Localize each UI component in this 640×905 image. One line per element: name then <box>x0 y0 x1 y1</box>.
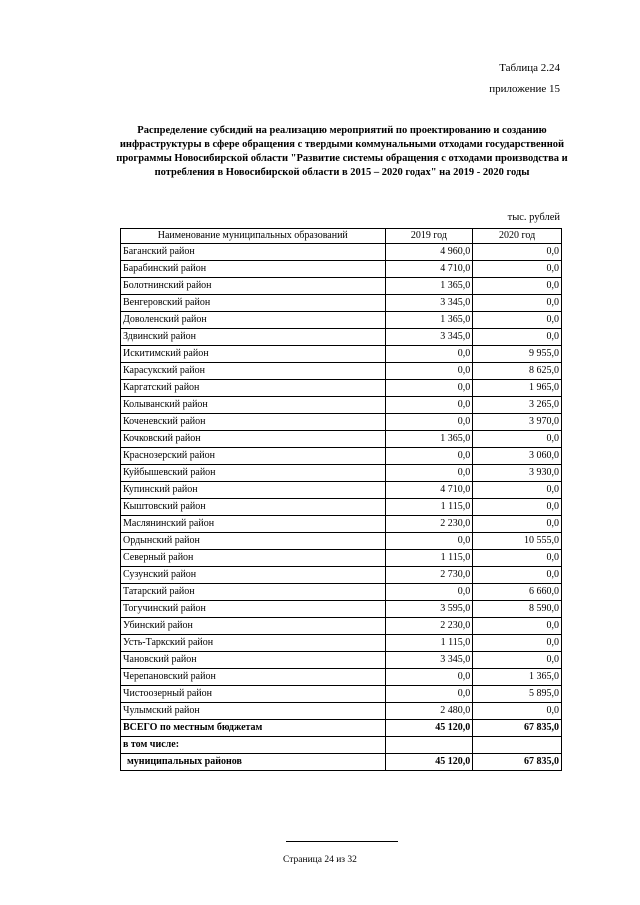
table-row <box>121 703 562 720</box>
value-2020-cell: 0,0 <box>473 550 562 567</box>
subtotal-2020: 67 835,0 <box>473 754 562 771</box>
table-row <box>121 669 562 686</box>
district-name-cell: Искитимский район <box>121 346 386 363</box>
subtotal-2019: 45 120,0 <box>385 754 473 771</box>
value-2019-cell: 0,0 <box>385 686 473 703</box>
table-row <box>121 601 562 618</box>
value-2019-cell: 0,0 <box>385 414 473 431</box>
table-body <box>121 244 562 720</box>
value-2020-cell: 0,0 <box>473 278 562 295</box>
district-name-cell: Тогучинский район <box>121 601 386 618</box>
value-2020-cell: 0,0 <box>473 482 562 499</box>
subsidy-table <box>120 228 562 771</box>
value-2020-cell: 0,0 <box>473 652 562 669</box>
value-2020-cell: 0,0 <box>473 244 562 261</box>
table-row <box>121 295 562 312</box>
district-name-cell: Куйбышевский район <box>121 465 386 482</box>
value-2019-cell: 0,0 <box>385 346 473 363</box>
value-2019-cell: 3 345,0 <box>385 652 473 669</box>
district-name-cell: Северный район <box>121 550 386 567</box>
total-label: ВСЕГО по местным бюджетам <box>121 720 386 737</box>
value-2019-cell: 2 230,0 <box>385 516 473 533</box>
value-2019-cell: 2 730,0 <box>385 567 473 584</box>
table-row <box>121 499 562 516</box>
including-row <box>121 737 562 754</box>
table-row <box>121 312 562 329</box>
district-name-cell: Барабинский район <box>121 261 386 278</box>
value-2019-cell: 3 345,0 <box>385 295 473 312</box>
units-label: тыс. рублей <box>507 212 560 223</box>
table-row <box>121 533 562 550</box>
table-row <box>121 397 562 414</box>
value-2019-cell: 2 230,0 <box>385 618 473 635</box>
value-2019-cell: 2 480,0 <box>385 703 473 720</box>
page-number: Страница 24 из 32 <box>283 855 357 865</box>
value-2019-cell: 1 365,0 <box>385 431 473 448</box>
table-row <box>121 635 562 652</box>
value-2019-cell: 0,0 <box>385 465 473 482</box>
value-2020-cell: 5 895,0 <box>473 686 562 703</box>
district-name-cell: Маслянинский район <box>121 516 386 533</box>
table-row <box>121 346 562 363</box>
value-2020-cell: 1 365,0 <box>473 669 562 686</box>
table-row <box>121 414 562 431</box>
value-2020-cell: 3 265,0 <box>473 397 562 414</box>
column-header-2019: 2019 год <box>385 229 473 244</box>
district-name-cell: Болотнинский район <box>121 278 386 295</box>
table-row <box>121 465 562 482</box>
value-2019-cell: 1 115,0 <box>385 550 473 567</box>
value-2020-cell: 9 955,0 <box>473 346 562 363</box>
column-header-name: Наименование муниципальных образований <box>121 229 386 244</box>
value-2019-cell: 0,0 <box>385 363 473 380</box>
value-2020-cell: 0,0 <box>473 431 562 448</box>
value-2019-cell: 4 710,0 <box>385 482 473 499</box>
district-name-cell: Чановский район <box>121 652 386 669</box>
including-2020 <box>473 737 562 754</box>
value-2020-cell: 0,0 <box>473 516 562 533</box>
value-2019-cell: 0,0 <box>385 380 473 397</box>
district-name-cell: Краснозерский район <box>121 448 386 465</box>
district-name-cell: Чистоозерный район <box>121 686 386 703</box>
table-row <box>121 550 562 567</box>
table-row <box>121 686 562 703</box>
district-name-cell: Сузунский район <box>121 567 386 584</box>
footer-divider <box>286 841 398 842</box>
value-2020-cell: 0,0 <box>473 295 562 312</box>
subtotal-row <box>121 754 562 771</box>
value-2019-cell: 0,0 <box>385 584 473 601</box>
district-name-cell: Убинский район <box>121 618 386 635</box>
including-2019 <box>385 737 473 754</box>
value-2019-cell: 1 115,0 <box>385 499 473 516</box>
table-header <box>121 229 562 244</box>
table-row <box>121 380 562 397</box>
district-name-cell: Коченевский район <box>121 414 386 431</box>
value-2020-cell: 0,0 <box>473 703 562 720</box>
table-row <box>121 584 562 601</box>
value-2019-cell: 4 710,0 <box>385 261 473 278</box>
value-2020-cell: 8 625,0 <box>473 363 562 380</box>
value-2019-cell: 0,0 <box>385 397 473 414</box>
district-name-cell: Купинский район <box>121 482 386 499</box>
table-row <box>121 482 562 499</box>
total-2019: 45 120,0 <box>385 720 473 737</box>
table-row <box>121 652 562 669</box>
document-title: Распределение субсидий на реализацию мероприятий по проектированию и созданию инфраструктуры в сфере обращения с твердыми коммунальными отходами государственной программы Новосибирской области "Развитие системы обращения с отходами производства и потребления в Новосибирской области в 2015 – 2020 годах" на 2019 - 2020 годы <box>116 125 568 178</box>
value-2020-cell: 1 965,0 <box>473 380 562 397</box>
district-name-cell: Татарский район <box>121 584 386 601</box>
district-name-cell: Кыштовский район <box>121 499 386 516</box>
value-2020-cell: 10 555,0 <box>473 533 562 550</box>
column-header-2020: 2020 год <box>473 229 562 244</box>
district-name-cell: Здвинский район <box>121 329 386 346</box>
table-row <box>121 329 562 346</box>
district-name-cell: Доволенский район <box>121 312 386 329</box>
subtotal-label: муниципальных районов <box>121 754 386 771</box>
value-2020-cell: 3 060,0 <box>473 448 562 465</box>
table-row <box>121 567 562 584</box>
value-2020-cell: 0,0 <box>473 499 562 516</box>
table-row <box>121 261 562 278</box>
appendix-label: приложение 15 <box>489 83 560 95</box>
total-row <box>121 720 562 737</box>
value-2019-cell: 0,0 <box>385 533 473 550</box>
district-name-cell: Баганский район <box>121 244 386 261</box>
value-2020-cell: 3 930,0 <box>473 465 562 482</box>
table-number-label: Таблица 2.24 <box>499 62 560 74</box>
value-2020-cell: 0,0 <box>473 329 562 346</box>
value-2020-cell: 0,0 <box>473 312 562 329</box>
including-label: в том числе: <box>121 737 386 754</box>
district-name-cell: Каргатский район <box>121 380 386 397</box>
table-summary <box>121 720 562 771</box>
district-name-cell: Кочковский район <box>121 431 386 448</box>
value-2020-cell: 8 590,0 <box>473 601 562 618</box>
value-2019-cell: 4 960,0 <box>385 244 473 261</box>
district-name-cell: Карасукский район <box>121 363 386 380</box>
value-2020-cell: 0,0 <box>473 635 562 652</box>
value-2019-cell: 3 595,0 <box>385 601 473 618</box>
table-row <box>121 431 562 448</box>
value-2019-cell: 1 365,0 <box>385 278 473 295</box>
value-2019-cell: 1 115,0 <box>385 635 473 652</box>
value-2020-cell: 0,0 <box>473 567 562 584</box>
district-name-cell: Колыванский район <box>121 397 386 414</box>
value-2020-cell: 0,0 <box>473 618 562 635</box>
district-name-cell: Венгеровский район <box>121 295 386 312</box>
district-name-cell: Ордынский район <box>121 533 386 550</box>
total-2020: 67 835,0 <box>473 720 562 737</box>
table-row <box>121 363 562 380</box>
district-name-cell: Черепановский район <box>121 669 386 686</box>
table-row <box>121 618 562 635</box>
table-row <box>121 516 562 533</box>
value-2020-cell: 0,0 <box>473 261 562 278</box>
value-2020-cell: 3 970,0 <box>473 414 562 431</box>
district-name-cell: Чулымский район <box>121 703 386 720</box>
value-2019-cell: 3 345,0 <box>385 329 473 346</box>
value-2020-cell: 6 660,0 <box>473 584 562 601</box>
table-row <box>121 244 562 261</box>
value-2019-cell: 0,0 <box>385 669 473 686</box>
value-2019-cell: 0,0 <box>385 448 473 465</box>
value-2019-cell: 1 365,0 <box>385 312 473 329</box>
table-row <box>121 448 562 465</box>
district-name-cell: Усть-Таркский район <box>121 635 386 652</box>
table-row <box>121 278 562 295</box>
